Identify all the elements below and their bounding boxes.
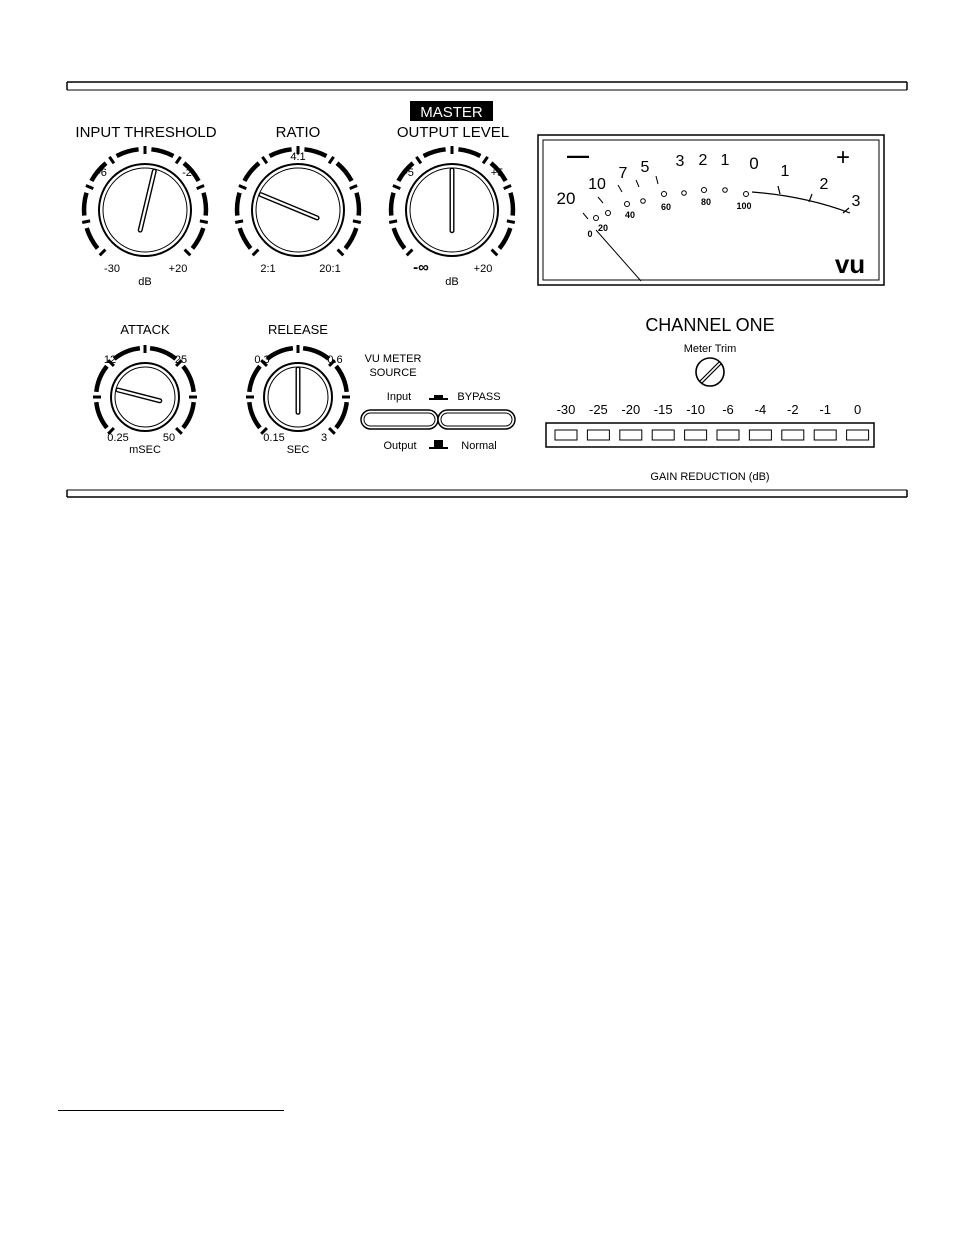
knob-scale-arc xyxy=(183,366,194,392)
attack-label-ll: 0.25 xyxy=(107,432,129,444)
ratio-label-top: 4:1 xyxy=(290,151,306,163)
knob-tick xyxy=(235,221,243,223)
output-level-knob[interactable] xyxy=(389,146,515,256)
release-label-lr: 3 xyxy=(320,432,328,444)
gain-reduction-tick-label: -1 xyxy=(819,402,831,417)
knob-scale-arc xyxy=(150,348,176,359)
knob-tick xyxy=(329,428,335,434)
gain-reduction-led xyxy=(620,430,642,440)
input-threshold-title: INPUT THRESHOLD xyxy=(75,124,217,141)
attack-title: ATTACK xyxy=(120,322,170,337)
release-label-ll: 0.15 xyxy=(263,432,285,444)
vu-db-label: 3 xyxy=(851,193,861,210)
vu-db-label: 1 xyxy=(720,152,730,169)
knob-tick xyxy=(492,250,498,256)
gain-reduction-scale xyxy=(557,402,862,417)
vu-percent-label: 100 xyxy=(736,201,752,211)
channel-title: CHANNEL ONE xyxy=(645,315,775,335)
vu-scale-dot xyxy=(723,188,728,193)
knob-tick xyxy=(253,250,259,256)
gain-reduction-tick-label: -25 xyxy=(589,402,608,417)
vu-plus-symbol: + xyxy=(835,144,851,171)
gain-reduction-led xyxy=(814,430,836,440)
knob-scale-arc xyxy=(249,402,260,428)
ratio-label-lr: 20:1 xyxy=(319,263,341,275)
gain-reduction-tick-label: -6 xyxy=(722,402,734,417)
footnote-rule xyxy=(58,1110,284,1111)
knob-scale-arc xyxy=(84,193,86,216)
vu-source-label-input: Input xyxy=(386,391,412,403)
gain-reduction-label: GAIN REDUCTION (dB) xyxy=(650,471,770,483)
input-threshold-unit: dB xyxy=(138,276,152,288)
vu-logo: vu xyxy=(834,249,866,279)
vu-percent-label: 20 xyxy=(597,223,609,233)
vu-db-label: 20 xyxy=(556,189,576,208)
vu-minus-symbol: — xyxy=(567,143,589,168)
knob-tick xyxy=(504,186,511,189)
input-threshold-label-ul: -6 xyxy=(97,167,107,179)
knob-scale-arc xyxy=(499,228,510,248)
vu-scale-dot xyxy=(594,216,599,221)
knob-tick xyxy=(86,186,93,189)
knob-scale-arc xyxy=(183,402,194,428)
knob-scale-arc xyxy=(424,149,446,156)
knob-scale-arc xyxy=(114,348,140,359)
knob-scale-arc xyxy=(303,348,329,359)
gain-reduction-tick-label: -30 xyxy=(556,402,576,417)
knob-scale-arc xyxy=(151,149,173,156)
knob-tick xyxy=(82,221,90,223)
knob-scale-arc xyxy=(391,193,393,216)
vu-percent-label: 40 xyxy=(624,210,636,220)
knob-tick xyxy=(185,250,191,256)
knob-scale-arc xyxy=(87,228,98,248)
knob-scale-arc xyxy=(240,228,251,248)
release-title: RELEASE xyxy=(268,322,328,337)
knob-tick xyxy=(393,186,400,189)
input-threshold-label-lr: +20 xyxy=(168,263,188,275)
knob-tick xyxy=(507,221,515,223)
output-level-title: OUTPUT LEVEL xyxy=(396,124,510,141)
ratio-label-ll: 2:1 xyxy=(260,263,276,275)
vu-scale-dot xyxy=(606,211,611,216)
knob-scale-arc xyxy=(511,193,513,216)
attack-label-ul: 12 xyxy=(103,354,117,366)
knob-tick xyxy=(353,221,361,223)
output-level-label-ll: -∞ xyxy=(413,259,429,276)
release-unit: SEC xyxy=(286,444,310,456)
knob-tick xyxy=(389,221,397,223)
knob-scale-arc xyxy=(345,228,356,248)
gain-reduction-led xyxy=(652,430,674,440)
knob-scale-arc xyxy=(244,163,259,181)
ratio-title: RATIO xyxy=(275,124,321,141)
knob-tick xyxy=(176,428,182,434)
vu-db-label: 1 xyxy=(780,163,790,180)
vu-scale-dot xyxy=(744,192,749,197)
knob-tick xyxy=(416,157,421,164)
knob-scale-arc xyxy=(192,228,203,248)
knob-tick xyxy=(483,157,488,164)
attack-label-ur: 25 xyxy=(174,354,188,366)
vu-db-label: 7 xyxy=(618,165,628,182)
vu-db-label: 2 xyxy=(698,152,708,169)
master-badge xyxy=(410,101,493,121)
knob-tick xyxy=(200,221,208,223)
gain-reduction-meter xyxy=(546,423,874,447)
knob-tick xyxy=(239,186,246,189)
vu-scale-dot xyxy=(625,202,630,207)
vu-meter-source-title-line2: SOURCE xyxy=(369,367,417,379)
release-label-ur: 0.6 xyxy=(327,354,343,366)
vu-db-label: 0 xyxy=(749,154,759,173)
gain-reduction-led xyxy=(717,430,739,440)
knob-scale-arc xyxy=(96,402,107,428)
knob-scale-arc xyxy=(267,348,293,359)
vu-db-label: 2 xyxy=(819,176,829,193)
vu-percent-label: 0 xyxy=(587,229,593,239)
gain-reduction-led xyxy=(847,430,869,440)
gain-reduction-tick-label: -10 xyxy=(686,402,705,417)
vu-source-switch[interactable] xyxy=(361,410,438,429)
vu-percent-label: 60 xyxy=(660,202,672,212)
switch-up-position-icon xyxy=(429,395,448,399)
output-level-unit: dB xyxy=(445,276,459,288)
release-label-ul: 0.3 xyxy=(254,354,270,366)
switch-section xyxy=(361,353,515,452)
attack-label-lr: 50 xyxy=(162,432,176,444)
vu-scale-dot xyxy=(641,199,646,204)
knob-scale-arc xyxy=(304,149,326,156)
knob-tick xyxy=(109,157,114,164)
knob-scale-arc xyxy=(270,149,292,156)
gain-reduction-led xyxy=(587,430,609,440)
gain-reduction-tick-label: 0 xyxy=(853,402,862,417)
knob-scale-arc xyxy=(336,402,347,428)
gain-reduction-tick-label: -20 xyxy=(621,402,641,417)
knob-scale-arc xyxy=(336,366,347,392)
knob-scale-arc xyxy=(117,149,139,156)
gain-reduction-led xyxy=(782,430,804,440)
bypass-label: BYPASS xyxy=(457,391,501,403)
vu-db-label: 10 xyxy=(588,176,606,193)
vu-percent-label: 80 xyxy=(700,197,712,207)
knob-tick xyxy=(197,186,204,189)
knob-scale-arc xyxy=(394,228,405,248)
input-threshold-label-ur: -2 xyxy=(182,167,192,179)
vu-scale-dot xyxy=(682,191,687,196)
knob-tick xyxy=(100,250,106,256)
knob-scale-arc xyxy=(337,163,352,181)
meter-trim-label: Meter Trim xyxy=(683,343,737,355)
gain-reduction-led xyxy=(555,430,577,440)
input-threshold-label-ll: -30 xyxy=(104,263,120,275)
knob-tick xyxy=(338,250,344,256)
vu-source-label-output: Output xyxy=(383,440,417,452)
meter-trim-screw[interactable] xyxy=(696,358,724,386)
gain-reduction-tick-label: -2 xyxy=(787,402,799,417)
switch-down-position-icon xyxy=(429,440,448,448)
output-level-label-ul: -5 xyxy=(404,167,414,179)
knob-tick xyxy=(262,157,267,164)
vu-db-label: 5 xyxy=(640,159,650,176)
knob-scale-arc xyxy=(204,193,206,216)
vu-meter-source-title-line1: VU METER xyxy=(364,353,422,365)
attack-unit: mSEC xyxy=(129,444,161,456)
normal-label: Normal xyxy=(461,440,497,452)
input-threshold-knob[interactable] xyxy=(82,146,208,256)
knob-tick xyxy=(407,250,413,256)
output-level-label-ur: +5 xyxy=(490,167,504,179)
knob-scale-arc xyxy=(237,193,239,216)
knob-tick xyxy=(176,157,181,164)
knob-tick xyxy=(329,157,334,164)
gain-reduction-led xyxy=(749,430,771,440)
vu-db-label: 3 xyxy=(675,153,685,170)
vu-scale-dot xyxy=(702,188,707,193)
knob-scale-arc xyxy=(458,149,480,156)
vu-meter xyxy=(538,135,884,285)
gain-reduction-led xyxy=(685,430,707,440)
gain-reduction-tick-label: -15 xyxy=(653,402,673,417)
vu-scale-dot xyxy=(662,192,667,197)
output-level-label-lr: +20 xyxy=(473,263,493,275)
knob-tick xyxy=(350,186,357,189)
knob-scale-arc xyxy=(249,366,260,392)
bypass-switch[interactable] xyxy=(438,410,515,429)
knob-scale-arc xyxy=(357,193,359,216)
gain-reduction-tick-label: -4 xyxy=(754,402,767,417)
master-label: MASTER xyxy=(420,104,483,121)
knob-scale-arc xyxy=(96,366,107,392)
